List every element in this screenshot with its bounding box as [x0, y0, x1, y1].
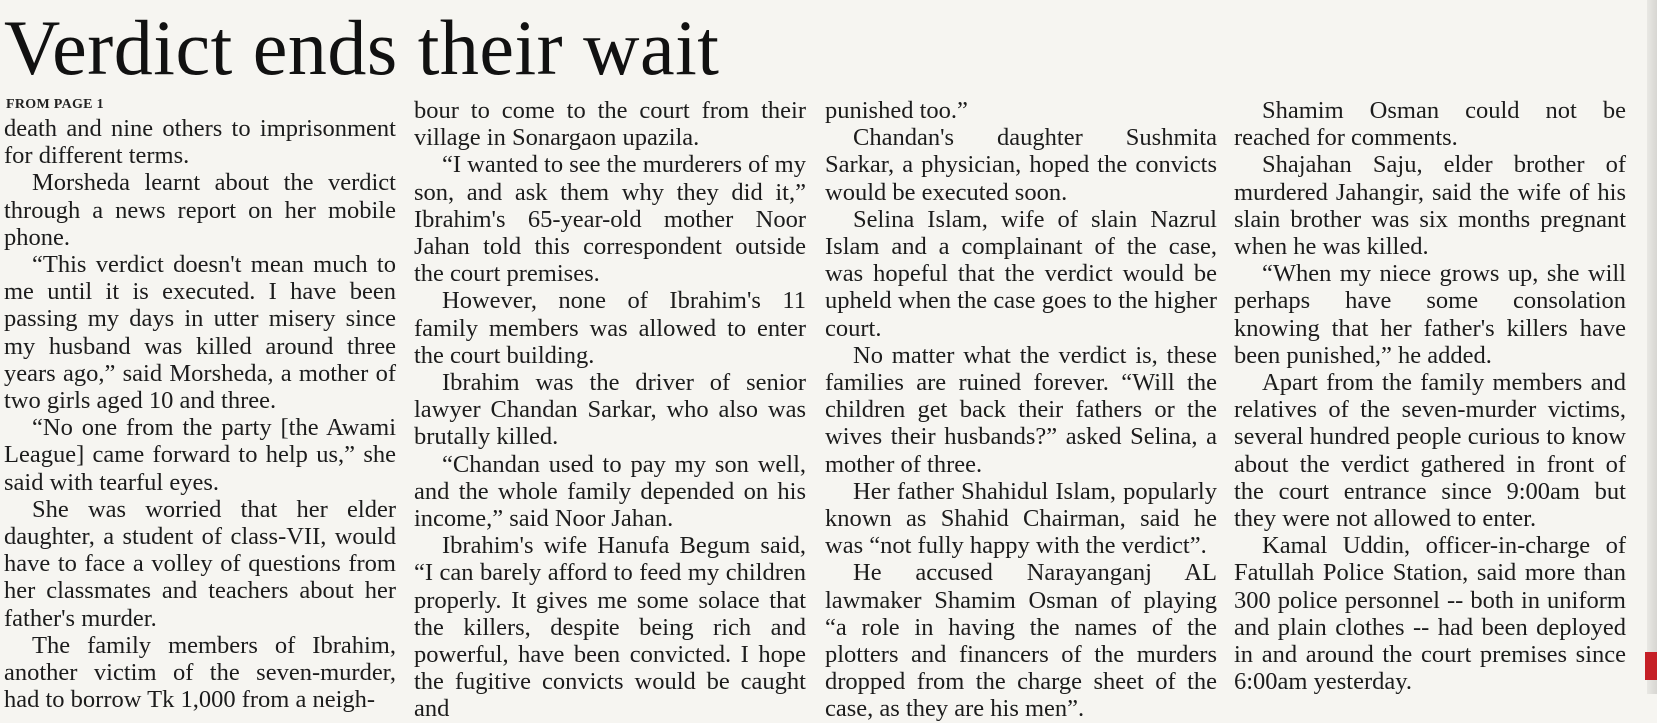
paragraph: “Chandan used to pay my son well, and the whole family depended on his income,” said Noor Jahan.: [414, 450, 806, 533]
paragraph: Shamim Osman could not be reached for comments.: [1234, 97, 1626, 152]
paragraph: Morsheda learnt about the verdict through a news report on her mobile phone.: [4, 169, 396, 251]
paragraph: death and nine others to imprisonment for different terms.: [4, 115, 396, 170]
continuation-kicker: FROM PAGE 1: [6, 97, 104, 112]
paragraph: No matter what the verdict is, these families are ruined forever. “Will the children get back their fathers or the wives their husbands?” asked Selina, a mother of three.: [825, 341, 1217, 478]
article-column-4: [1234, 97, 1626, 695]
paragraph: “When my niece grows up, she will perhaps have some consolation knowing that her father's killers have been punished,” he added.: [1234, 260, 1626, 369]
paragraph: Kamal Uddin, officer-in-charge of Fatullah Police Station, said more than 300 police personnel -- both in uniform and plain clothes -- had been deployed in and around the court premises since 6:00am yesterday.: [1234, 532, 1626, 696]
page-edge-marker: [1645, 652, 1657, 680]
article-column-1: [4, 97, 396, 713]
paragraph: He accused Narayanganj AL lawmaker Shamim Osman of playing “a role in having the names of the plotters and financers of the murders dropped from the charge sheet of the case, as they are his men”.: [825, 559, 1217, 723]
paragraph: Chandan's daughter Sushmita Sarkar, a physician, hoped the convicts would be executed soon.: [825, 124, 1217, 206]
paragraph: “This verdict doesn't mean much to me until it is executed. I have been passing my days in utter misery since my husband was killed around three years ago,” said Morsheda, a mother of two girls aged 10 and three.: [4, 251, 396, 415]
paragraph: bour to come to the court from their village in Sonargaon upazila.: [414, 97, 806, 152]
paragraph: “No one from the party [the Awami League] came forward to help us,” she said with tearful eyes.: [4, 414, 396, 496]
headline: Verdict ends their wait: [4, 4, 720, 91]
page-edge-shadow: [1647, 0, 1657, 694]
paragraph: Her father Shahidul Islam, popularly known as Shahid Chairman, said he was “not fully happy with the verdict”.: [825, 477, 1217, 560]
paragraph: Apart from the family members and relatives of the seven-murder victims, several hundred people curious to know about the verdict gathered in front of the court entrance since 9:00am but they were not allowed to enter.: [1234, 369, 1626, 533]
paragraph: “I wanted to see the murderers of my son, and ask them why they did it,” Ibrahim's 65-year-old mother Noor Jahan told this correspondent outside the court premises.: [414, 151, 806, 288]
paragraph: Ibrahim's wife Hanufa Begum said, “I can barely afford to feed my children properly. It gives me some solace that the killers, despite being rich and powerful, have been convicted. I hope the fugitive convicts would be caught and: [414, 532, 806, 723]
article-column-3: [825, 97, 1217, 723]
article-column-2: [414, 97, 806, 723]
paragraph: punished too.”: [825, 97, 968, 124]
paragraph: Shajahan Saju, elder brother of murdered Jahangir, said the wife of his slain brother was six months pregnant when he was killed.: [1234, 151, 1626, 261]
paragraph: The family members of Ibrahim, another victim of the seven-murder, had to borrow Tk 1,000 from a neigh-: [4, 631, 396, 714]
paragraph: Selina Islam, wife of slain Nazrul Islam and a complainant of the case, was hopeful that the verdict would be upheld when the case goes to the higher court.: [825, 205, 1217, 342]
paragraph: She was worried that her elder daughter, a student of class-VII, would have to face a volley of questions from her classmates and teachers about her father's murder.: [4, 495, 396, 632]
paragraph: However, none of Ibrahim's 11 family members was allowed to enter the court building.: [414, 287, 806, 369]
paragraph: Ibrahim was the driver of senior lawyer Chandan Sarkar, who also was brutally killed.: [414, 369, 806, 451]
